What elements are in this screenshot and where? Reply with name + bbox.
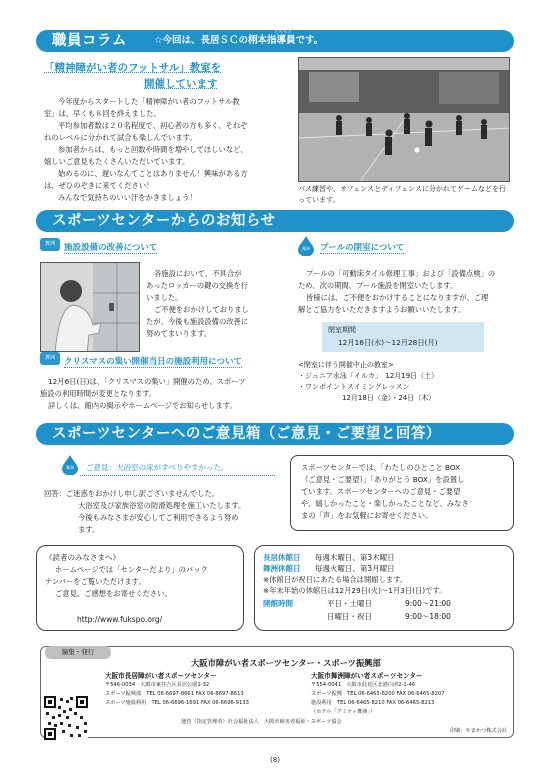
readers-line: ナンバーをご覧いただけます。	[45, 577, 146, 586]
box-text	[301, 462, 511, 522]
pool-heading: プールの閉室について	[320, 243, 405, 253]
body-line: 努めてまいります。	[146, 329, 212, 338]
question-divider	[80, 475, 275, 476]
maishima-contact-1: スポーツ振興 TEL 06-6465-8200 FAX 06-6465-8207	[311, 691, 445, 697]
notices-banner	[36, 210, 514, 232]
answer-line: 今後もみなさまが安心してご利用できるよう努め	[78, 513, 239, 522]
holidays-box	[254, 545, 514, 631]
body-line: 室」は、早くも８回を終えました。	[44, 109, 161, 118]
pool-body	[298, 268, 514, 316]
nagai-holiday-row	[263, 552, 513, 563]
photo-caption: パス練習や、オフェンスとディフェンスに分かれてゲームなどを行っています。	[298, 185, 506, 204]
opinion-answer	[44, 488, 294, 536]
body-line: プールの「可動床タイル修理工事」および「設備点検」の	[306, 269, 496, 278]
cancel-heading: <閉室に伴う開催中止の教室>	[298, 361, 394, 369]
staff-column-subtitle: ☆今回は、長居ＳＣの栩本指導員です。	[154, 35, 324, 46]
box-line: （ご意見・ご要望）」「ありがとう BOX」を設置し	[301, 475, 465, 484]
nagai-center-name: 大阪市長居障がい者スポーツセンター	[105, 672, 217, 680]
opinion-question: ご意見：大浴室の床がすべりやすかった。	[86, 463, 229, 472]
maishima-center-name: 大阪市舞洲障がい者スポーツセンター	[311, 672, 423, 680]
cancelled-classes	[298, 360, 514, 404]
readers-heading: 《読者のみなさまへ》	[45, 553, 120, 562]
maishima-note: （ホテル「アミティ舞洲」）	[311, 709, 376, 715]
body-line: ご不便をおかけしておりまし	[154, 305, 249, 314]
christmas-heading: クリスマスの集い開催当日の施設利用について	[64, 357, 242, 367]
printer-line: 印刷：やまかつ株式会社	[449, 728, 507, 734]
body-line: たが、今後も施設設備の改善に	[146, 317, 249, 326]
page-number: (8)	[270, 756, 280, 764]
drop-label: 舞洲	[66, 465, 74, 470]
body-line: れのレベルに分かれて試合も楽しんでいます。	[44, 133, 197, 142]
body-line: あったロッカーの鍵の交換を行	[146, 281, 248, 290]
readers-line: ホームページでは「センターだより」のバック	[55, 565, 208, 574]
staff-column-body	[44, 96, 296, 204]
body-line: 解とご協力をいただきますようお願いいたします。	[298, 305, 466, 314]
drop-label: 舞洲	[302, 246, 310, 251]
publisher-box	[40, 646, 514, 738]
staff-headline	[44, 60, 284, 92]
box-line: スポーツセンターでは、「わたしのひとこと BOX	[301, 463, 461, 472]
hours-weekday-days: 平日・土曜日	[327, 599, 372, 608]
qr-code	[41, 693, 99, 737]
holiday-note-1: ※休館日が祝日にあたる場合は開館します。	[263, 575, 408, 584]
answer-line: 大浴室及び家族浴室の防滑処理を施工いたします。	[78, 501, 246, 510]
publisher-label: 編集・発行	[45, 646, 111, 659]
body-line: 今年度からスタートした「精神障がい者のフットサル教	[58, 97, 240, 106]
body-line: ため、次の期間、プール施設を閉室いたします。	[298, 281, 458, 290]
body-line: 参加者からは、もっと回数や時間を増やしてほしいなど、	[58, 145, 248, 154]
nagai-holiday-value: 毎週木曜日、第3木曜日	[314, 553, 395, 562]
maishima-holiday-value: 毎週火曜日、第3月曜日	[314, 564, 395, 573]
nagai-address: 〒546-0034 大阪市東住吉区長居公園1-32	[105, 682, 210, 688]
readers-body	[45, 564, 241, 600]
headline-line-2: 開催しています	[144, 78, 218, 90]
body-line: 施設の利用時間が変更となります。	[40, 389, 157, 398]
headline-line-1: 「精神障がい者のフットサル」教室を	[44, 62, 222, 74]
body-line: 平均参加者数は２０名程度で、初心者の方も多く、それぞ	[58, 121, 248, 130]
period-value: 12月16日(水)～12月28日(月)	[338, 338, 438, 347]
ruby-reading: とちもと	[274, 30, 292, 35]
period-label: 閉室期間	[328, 326, 356, 334]
nagai-contact-1: スポーツ振興部 TEL 06-6697-8661 FAX 06-6697-8613	[105, 691, 244, 697]
readers-line: ご意見、ご感想をお寄せください。	[55, 589, 172, 598]
locker-photo	[40, 262, 140, 352]
opinion-title: スポーツセンターへのご意見箱（ご意見・ご要望と回答）	[52, 426, 441, 442]
cancel-item: 12月18日（金）・24日（木）	[342, 394, 436, 402]
box-line: ています。スポーツセンターへのご意見・ご要望	[301, 487, 461, 496]
box-line: や、嬉しかったこと・楽しかったことなど、みなさ	[301, 499, 469, 508]
maishima-address: 〒554-0041 大阪市此花区北港白津2-1-46	[311, 682, 416, 688]
body-line: 詳しくは、館内の掲示やホームページでお知らせします。	[48, 401, 237, 410]
maishima-center-info	[311, 671, 511, 717]
staff-column-banner	[36, 30, 514, 52]
body-line: 12月6日(日)は、「クリスマスの集い」開催のため、スポーツ	[48, 377, 246, 386]
nagai-holiday-label: 長居休館日	[263, 553, 301, 562]
hours-label: 開館時間	[263, 599, 293, 608]
publisher-org: 大阪市障がい者スポーツセンター・スポーツ振興部	[191, 658, 381, 668]
futsal-photo	[298, 57, 510, 182]
answer-line: 回答：ご迷惑をおかけし申し訳ございませんでした。	[44, 489, 220, 498]
body-line: 皆様には、ご不便をおかけすることになりますが、ご理	[306, 293, 489, 302]
box-line: まの「声」をお気軽にお寄せください。	[301, 511, 433, 520]
notices-title: スポーツセンターからのお知らせ	[52, 213, 276, 229]
facility-heading: 施設設備の改善について	[64, 243, 158, 253]
staff-column-title: 職員コラム	[52, 33, 127, 49]
maishima-tag: 舞洲	[40, 352, 60, 365]
hours-weekday-time: 9:00～21:00	[405, 599, 451, 608]
nagai-contact-2: スポーツ施設利用 TEL 06-6696-1691 FAX 06-6696-9133	[105, 700, 249, 706]
maishima-holiday-label: 舞洲休館日	[263, 564, 301, 573]
maishima-tag: 舞洲	[40, 238, 60, 251]
body-line: 各施設において、不具合が	[154, 269, 242, 278]
body-line: は、ぜひのぞきに来てください！	[44, 181, 154, 190]
homepage-link[interactable]: http://www.fukspo.org/	[77, 615, 163, 624]
maishima-contact-2: 施設利用 TEL 06-6465-8210 FAX 06-6465-8213	[311, 700, 435, 706]
closure-period-box	[322, 322, 484, 352]
readers-box	[36, 545, 244, 631]
hours-holiday-days: 日曜日・祝日	[327, 612, 372, 621]
water-drop-icon	[62, 455, 78, 475]
body-line: 嬉しいご意見もたくさんいただいています。	[44, 157, 190, 166]
nagai-center-info	[105, 671, 295, 708]
body-line: 始めるのに、遅いなんてことはありません！興味がある方	[58, 169, 248, 178]
christmas-body	[40, 376, 300, 412]
body-line: いました。	[146, 293, 183, 302]
answer-line: ます。	[78, 525, 100, 534]
water-drop-icon	[298, 236, 314, 256]
cancel-item: ・ワンポイントスイミングレッスン	[298, 383, 410, 391]
holiday-note-2: ※年末年始の休館日は12月29日(火)～1月3日(日)です。	[263, 586, 447, 595]
hours-holiday-time: 9:00～18:00	[405, 612, 451, 621]
opinion-banner	[36, 423, 514, 445]
maishima-holiday-row	[263, 563, 513, 574]
facility-body	[146, 268, 296, 340]
body-line: みんなで気持ちのいい汗をかきましょう！	[58, 193, 197, 202]
suggestion-box-notice	[290, 455, 514, 531]
operator-line: 運営（指定管理者）社会福祉法人 大阪市障害者福祉・スポーツ協会	[181, 719, 342, 725]
cancel-item: ・ジュニア水泳「イルカ」 12月19日（土）	[298, 372, 439, 380]
